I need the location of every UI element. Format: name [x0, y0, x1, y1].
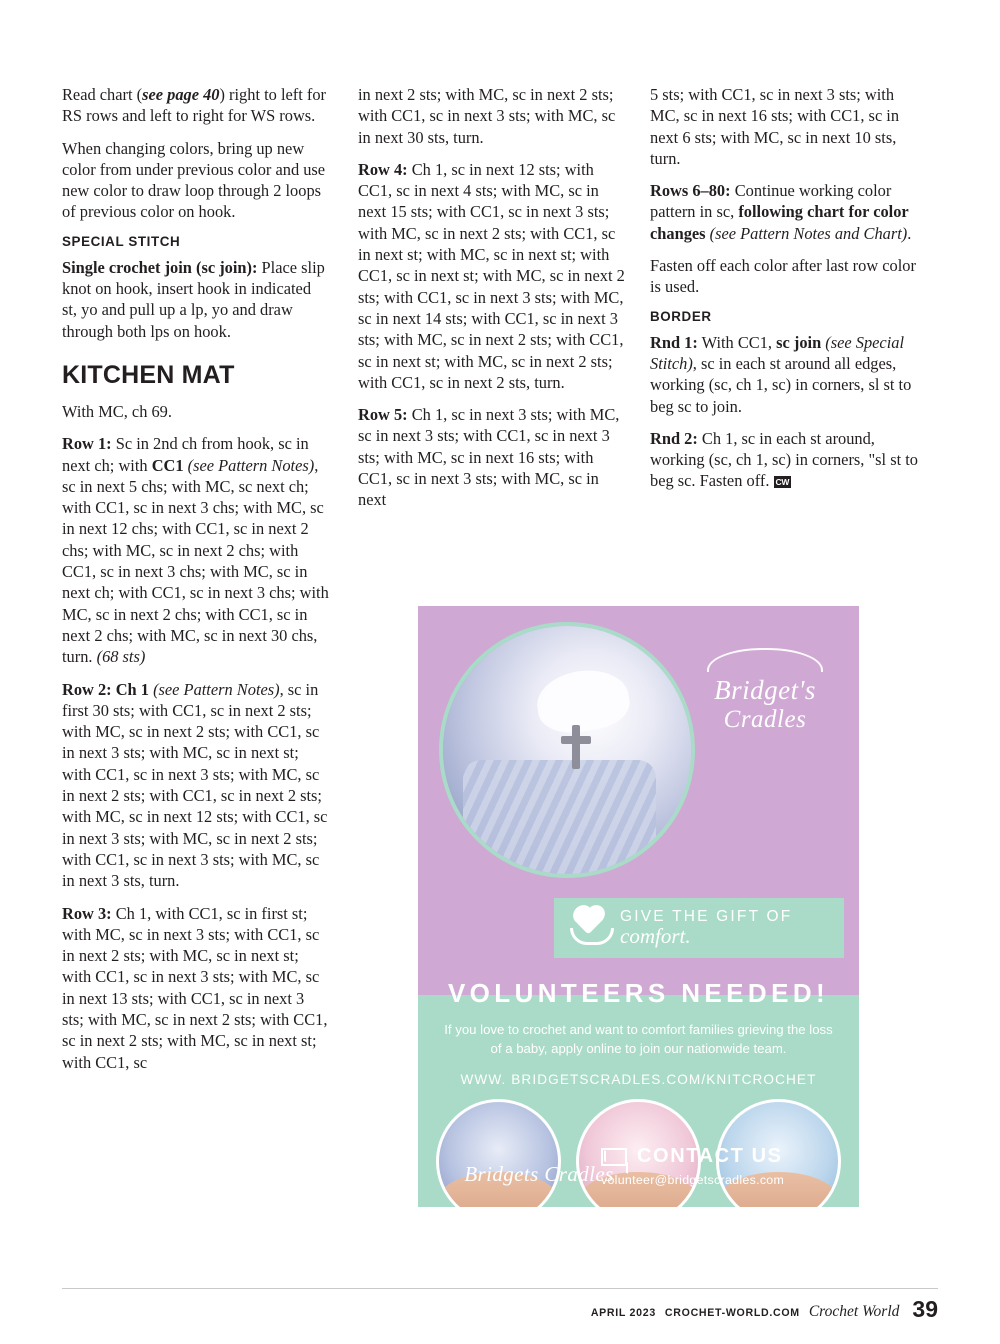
row-1-text-d: , sc in next 5 chs; with MC, sc next ch; with CC1, sc in next 3 chs; with MC, sc in next 12 chs; with CC1, sc in next 2 chs; with MC, sc in next 2 chs; with CC1, sc in next 3 chs; with MC, sc in next ch; with CC1, sc in next 3 chs; with MC, sc in next 2 chs; with CC1, sc in next 2 chs; with MC, sc in next 30 chs, turn. [62, 455, 329, 667]
rnd-2-label: Rnd 2: [650, 428, 698, 448]
rows-6-80-text-d: . [907, 223, 912, 243]
row-3-label: Row 3: [62, 903, 112, 923]
ad-body-copy: If you love to crochet and want to comfort families grieving the loss of a baby, apply online to join our nationwide team. [444, 1022, 833, 1056]
see-page-40-ref: see page 40 [142, 85, 220, 104]
paragraph-read-chart [62, 84, 330, 127]
ad-contact-title: CONTACT US [637, 1145, 783, 1167]
ad-headline: VOLUNTEERS NEEDED! [447, 978, 830, 1008]
ad-brand-line-2: Cradles [723, 706, 807, 733]
paragraph-with-mc: With MC, ch 69. [62, 401, 172, 421]
page-footer [0, 1288, 1000, 1322]
row-5-text: Ch 1, sc in next 3 sts; with MC, sc in next 3 sts; with CC1, sc in next 3 sts; with MC, sc in next 16 sts; with CC1, sc in next 3 sts; with MC, sc in next [358, 405, 620, 510]
paragraph-row-1 [62, 433, 330, 667]
ad-hero-photo-image [443, 626, 691, 874]
ad-gift-line-1: GIVE THE GIFT OF [620, 907, 793, 925]
rows-6-80-emphasis: following chart for color changes [650, 202, 909, 243]
row-5-label: Row 5: [358, 405, 408, 425]
page-title: KITCHEN MAT [62, 360, 235, 389]
paragraph-rnd-2 [650, 428, 918, 492]
paragraph-row-4 [358, 159, 626, 393]
cross-icon [572, 725, 580, 769]
rnd-2-text: Ch 1, sc in each st around, working (sc, ch 1, sc) in corners, "sl st to beg sc. Fasten off. [650, 428, 918, 491]
rnd-1-text-d: , sc in each st around all edges, working (sc, ch 1, sc) in corners, sl st to beg sc to join. [650, 353, 912, 416]
paragraph-rnd-1 [650, 332, 918, 417]
ad-contact-email[interactable]: volunteer@bridgetscradles.com [601, 1173, 785, 1187]
paragraph-row-2 [62, 679, 330, 892]
rnd-1-label: Rnd 1: [650, 332, 698, 352]
ad-gift-line-2: comfort. [620, 923, 691, 948]
sc-join-label: Single crochet join (sc join): [62, 257, 258, 277]
advertisement-bridgets-cradles[interactable] [418, 606, 859, 1207]
paragraph-fasten-off: Fasten off each color after last row color is used. [650, 256, 916, 297]
heading-special-stitch: SPECIAL STITCH [62, 233, 181, 249]
row-1-stitch-count: (68 sts) [96, 647, 146, 667]
rows-6-80-text-a: Continue working color pattern in sc, [650, 181, 892, 222]
footer-page-number: 39 [912, 1296, 938, 1322]
ad-brand-line-1: Bridget's [714, 675, 816, 705]
thumbnail-photo-1 [436, 1099, 561, 1207]
ad-website-link[interactable]: WWW. BRIDGETSCRADLES.COM/KNITCROCHET [460, 1072, 817, 1087]
row-4-text: Ch 1, sc in next 12 sts; with CC1, sc in next 4 sts; with MC, sc in next 15 sts; with CC1, sc in next 3 sts; with MC, sc in next 2 sts; with CC1, sc in next st; with MC, sc in next st; with CC1, sc in next st; with MC, sc in next 2 sts; with CC1, sc in next 3 sts; with MC, sc in next 14 sts; with CC1, sc in next 3 sts; with MC, sc in next 2 sts; with CC1, sc in next st; with MC, sc in next 2 sts; with CC1, sc in next 2 sts, turn. [358, 159, 625, 392]
footer-content [591, 1295, 938, 1322]
column-1 [62, 84, 330, 1084]
hands-shape [570, 928, 614, 945]
paragraph-sc-join [62, 257, 330, 342]
column-3 [650, 84, 918, 503]
footer-magazine-title: Crochet World [808, 1303, 900, 1320]
sc-join-text: Place slip knot on hook, insert hook in indicated st, yo and pull up a lp, yo and draw through both lps on hook. [62, 257, 325, 341]
ad-gift-banner [554, 898, 844, 958]
paragraph-row-3 [62, 903, 330, 1073]
row-1-text-a: Sc in 2nd ch from hook, sc in next ch; with [62, 434, 309, 475]
read-chart-text-a: Read chart ( [62, 85, 143, 104]
rnd-1-sc-join: sc join [776, 332, 822, 352]
rnd-1-note-ref: (see Special Stitch) [650, 332, 905, 373]
paragraph-row-5-cont: 5 sts; with CC1, sc in next 3 sts; with MC, sc in next 16 sts; with CC1, sc in next 6 sts; with MC, sc in next 10 sts, turn. [650, 85, 900, 168]
heading-border: BORDER [650, 308, 712, 324]
crochet-world-end-mark: CW [775, 477, 790, 488]
row-1-note-ref: (see Pattern Notes) [183, 455, 315, 475]
rnd-1-text-a: With CC1, [697, 332, 777, 352]
contact-heading-row [601, 1145, 837, 1168]
paragraph-row-3-cont: in next 2 sts; with MC, sc in next 2 sts; with CC1, sc in next 3 sts; with MC, sc in next 30 sts, turn. [358, 85, 616, 147]
paragraph-row-5 [358, 404, 626, 510]
row-2-note-ref: (see Pattern Notes) [148, 679, 280, 699]
footer-divider [62, 1288, 938, 1289]
column-2 [358, 84, 626, 522]
paragraph-color-change: When changing colors, bring up new color from under previous color and use new color to draw loop through 2 loops of previous color on hook. [62, 138, 326, 222]
read-chart-text-c: ) right to left for RS rows and left to right for WS rows. [62, 85, 326, 126]
ad-footer-logo: Bridgets Cradles [464, 1162, 614, 1186]
ad-hero-photo [439, 622, 695, 878]
paragraph-rows-6-80 [650, 180, 918, 244]
envelope-icon [601, 1148, 627, 1166]
ad-brand-logo [687, 648, 843, 734]
rows-6-80-label: Rows 6–80: [650, 181, 731, 201]
footer-website: CROCHET-WORLD.COM [664, 1307, 800, 1319]
row-1-cc1: CC1 [151, 455, 184, 475]
ad-contact-block [601, 1145, 837, 1187]
row-2-label: Row 2: Ch 1 [62, 679, 149, 699]
row-3-text: Ch 1, with CC1, sc in first st; with MC, sc in next 3 sts; with CC1, sc in next 2 sts; with MC, sc in next st; with CC1, sc in next 3 sts; with MC, sc in next 13 sts; with CC1, sc in next 3 sts; with MC, sc in next 2 sts; with CC1, sc in next 2 sts; with MC, sc in next st; with CC1, sc [62, 903, 328, 1072]
rows-6-80-note-ref: (see Pattern Notes and Chart) [705, 223, 908, 243]
swoosh-icon [707, 648, 823, 672]
lace-bow-shape [534, 665, 633, 737]
heart-in-hands-icon [570, 911, 608, 945]
knit-blanket-shape [463, 760, 656, 874]
row-1-label: Row 1: [62, 434, 112, 454]
footer-issue-date: APRIL 2023 [590, 1307, 656, 1319]
row-2-text: , sc in first 30 sts; with CC1, sc in next 2 sts; with MC, sc in next 2 sts; with CC1, sc in next 3 sts; with MC, sc in next st; with CC1, sc in next 3 sts; with MC, sc in next 2 sts; with CC1, sc in next 2 sts; with MC, sc in next 12 sts; with CC1, sc in next 3 sts; with MC, sc in next 2 sts; with CC1, sc in next 3 sts; with MC, sc in next 3 sts, turn. [62, 679, 328, 891]
row-4-label: Row 4: [358, 159, 408, 179]
